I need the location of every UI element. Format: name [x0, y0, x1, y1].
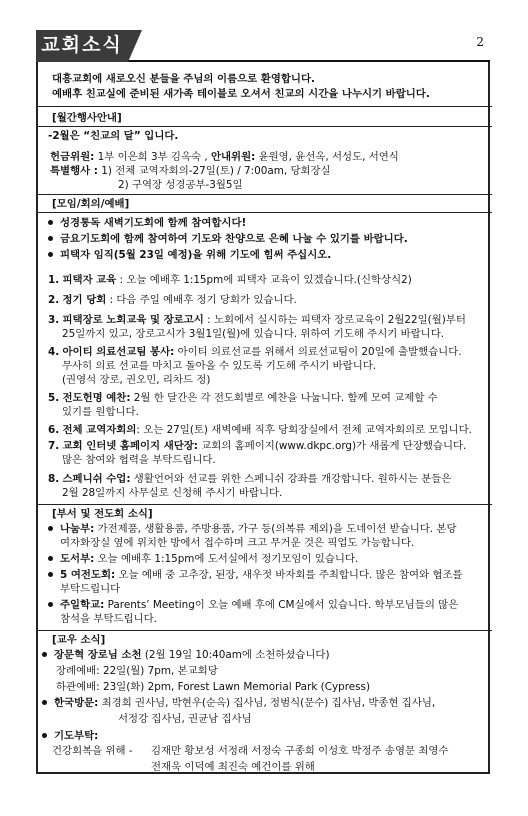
department-item: 나눔부: 가전제품, 생활용품, 주방용품, 가구 등(의복류 제외)을 도네이션 받습니다. 본당 — [48, 523, 456, 536]
events-label: 특별행사 : — [50, 165, 98, 177]
divider — [38, 106, 492, 107]
funeral-notice: 장문혁 장로님 소천 (2월 19일 10:40am에 소천하셨습니다) — [42, 649, 330, 662]
bullet-icon — [48, 526, 53, 531]
divider — [38, 504, 492, 505]
meeting-item-7-cont: 많은 참여와 협력을 부탁드립니다. — [62, 454, 216, 466]
prayer-label: 건강회복을 위해 - — [52, 745, 133, 757]
ushers-value: 윤원영, 윤선옥, 서성도, 서연식 — [255, 151, 399, 163]
meeting-item-5: 5. 전도헌명 예찬: 2월 한 달간은 각 전도회별로 예찬을 나눕니다. 함께 모여 교제할 수 — [48, 392, 438, 404]
meeting-item-2: 2. 정기 당회 : 다음 주일 예배후 정기 당회가 있습니다. — [48, 294, 297, 306]
korea-visit-cont: 서정강 집사님, 권균남 집사님 — [118, 713, 252, 725]
bullet-icon — [48, 556, 53, 561]
ushers-label: 안내위원: — [210, 151, 256, 163]
divider — [38, 630, 492, 631]
prayer-names-1: 김재만 황보성 서정래 서정숙 구종희 이성호 박정주 송영문 최영수 — [151, 745, 449, 757]
meeting-item-1: 1. 피택자 교육 : 오늘 예배후 1:15pm에 피택자 교육이 있겠습니다.(신학상식2) — [48, 274, 412, 286]
meeting-bullet: 성경통독 새벽기도회에 함께 참여합시다! — [48, 217, 246, 230]
bullet-icon — [48, 236, 53, 241]
funeral-line-2: 하관예배: 23일(화) 2pm, Forest Lawn Memorial Park (Cypress) — [56, 681, 371, 693]
meeting-item-4-cont: (권영석 장로, 권오민, 리차드 정) — [62, 374, 211, 386]
department-item: 주일학교: Parents’ Meeting이 오늘 예배 후에 CM실에서 있습니다. 학부모님들의 많은 — [48, 599, 458, 612]
page-header — [36, 30, 490, 62]
meeting-item-7: 7. 교회 인터넷 홈페이지 새단장: 교회의 홈페이지(www.dkpc.org)가 새롭게 단장했습니다. — [48, 440, 467, 452]
meeting-item-3: 3. 피택장로 노회교육 및 장로고시 : 노회에서 실시하는 피택자 장로교육이 2월22일(월)부터 — [48, 314, 466, 326]
welcome-line-1: 대흥교회에 새로오신 분들을 주님의 이름으로 환영합니다. — [52, 73, 315, 85]
month-theme: “친교의 달” — [83, 130, 141, 142]
department-item-cont: 참석을 부탁드립니다. — [60, 613, 157, 625]
meeting-bullet: 금요기도회에 함께 참여하여 기도와 찬양으로 은혜 나눌 수 있기를 바랍니다. — [48, 233, 408, 246]
meeting-bullet: 피택자 임직(5월 23일 예정)을 위해 기도에 힘써 주십시오. — [48, 249, 331, 262]
events-line-1 — [50, 165, 331, 178]
bullet-icon — [48, 572, 53, 577]
greeters-value: 1부 이은희 3부 김옥숙 , — [94, 151, 211, 163]
meetings-header: [모임/회의/예배] — [52, 198, 130, 210]
event-2: 2) 구역장 성경공부-3월5일 — [118, 179, 243, 191]
month-theme-line — [48, 130, 178, 143]
page-number: 2 — [476, 35, 484, 49]
section-title: 교회소식 — [36, 30, 128, 62]
prayer-names-2: 전재욱 이덕예 최진숙 예건이를 위해 — [151, 761, 315, 773]
members-header: [교우 소식] — [52, 634, 106, 646]
weekly-header: [월간행사안내] — [52, 112, 122, 124]
department-item: 도서부: 오늘 예배후 1:15pm에 도서실에서 정기모임이 있습니다. — [48, 553, 358, 566]
prayer-request: 기도부탁: — [42, 730, 98, 743]
event-1: 1) 전체 교역자회의-27일(토) / 7:00am, 당회장실 — [97, 165, 331, 177]
greeters-line — [50, 151, 399, 164]
korea-visit: 한국방문: 최경희 권사님, 박현우(순옥) 집사님, 정범식(문수) 집사님, 박종현 집사님, — [42, 697, 435, 710]
bullet-icon — [48, 252, 53, 257]
divider — [38, 194, 492, 195]
title-notch-decoration — [128, 30, 142, 62]
bullet-icon — [42, 733, 47, 738]
bullet-icon — [42, 652, 47, 657]
month-suffix: 입니다. — [140, 130, 179, 142]
meeting-item-8: 8. 스페니쉬 수업: 생활언어와 선교를 위한 스페니쉬 강좌를 개강합니다. 원하시는 분들은 — [48, 473, 452, 485]
funeral-line-1: 장례예배: 22일(월) 7pm, 본교회당 — [56, 665, 218, 677]
meeting-item-3-cont: 25일까지 있고, 장로고시가 3월1일(월)에 있습니다. 위하여 기도해 주시기 바랍니다. — [62, 328, 445, 340]
meeting-item-6: 6. 전체 교역자회의: 오는 27일(토) 새벽예배 직후 당회장실에서 전체 교역자회의로 모입니다. — [48, 424, 472, 436]
department-item: 5 여전도회: 오늘 예배 중 고추장, 된장, 새우젓 바자회를 주최합니다. 많은 참여와 협조를 — [48, 569, 463, 582]
department-item-cont: 여자화장실 옆에 위치한 방에서 접수하며 크고 무거운 것은 픽업도 가능합니다. — [60, 537, 415, 549]
meeting-item-4-cont: 무사히 의료 선교를 마치고 돌아올 수 있도록 기도해 주시기 바랍니다. — [62, 360, 377, 372]
meeting-item-8-cont: 2월 28일까지 사무실로 신청해 주시기 바랍니다. — [62, 487, 283, 499]
divider — [38, 212, 492, 213]
welcome-line-2: 예배후 친교실에 준비된 새가족 테이블로 오셔서 친교의 시간을 나누시기 바랍니다. — [52, 88, 430, 100]
departments-header: [부서 및 전도회 소식] — [52, 508, 153, 520]
bullet-icon — [48, 602, 53, 607]
bullet-icon — [42, 700, 47, 705]
department-item-cont: 부탁드립니다 — [60, 583, 121, 595]
content-frame — [36, 62, 490, 774]
month-prefix: -2월은 — [48, 130, 80, 142]
divider — [38, 126, 492, 127]
greeters-label: 헌금위원: — [50, 151, 95, 163]
meeting-item-4: 4. 아이티 의료선교팀 봉사: 아이티 의료선교를 위해서 의료선교팀이 20일에 출발했습니다. — [48, 346, 462, 358]
bullet-icon — [48, 220, 53, 225]
meeting-item-5-cont: 있기를 원합니다. — [62, 406, 139, 418]
